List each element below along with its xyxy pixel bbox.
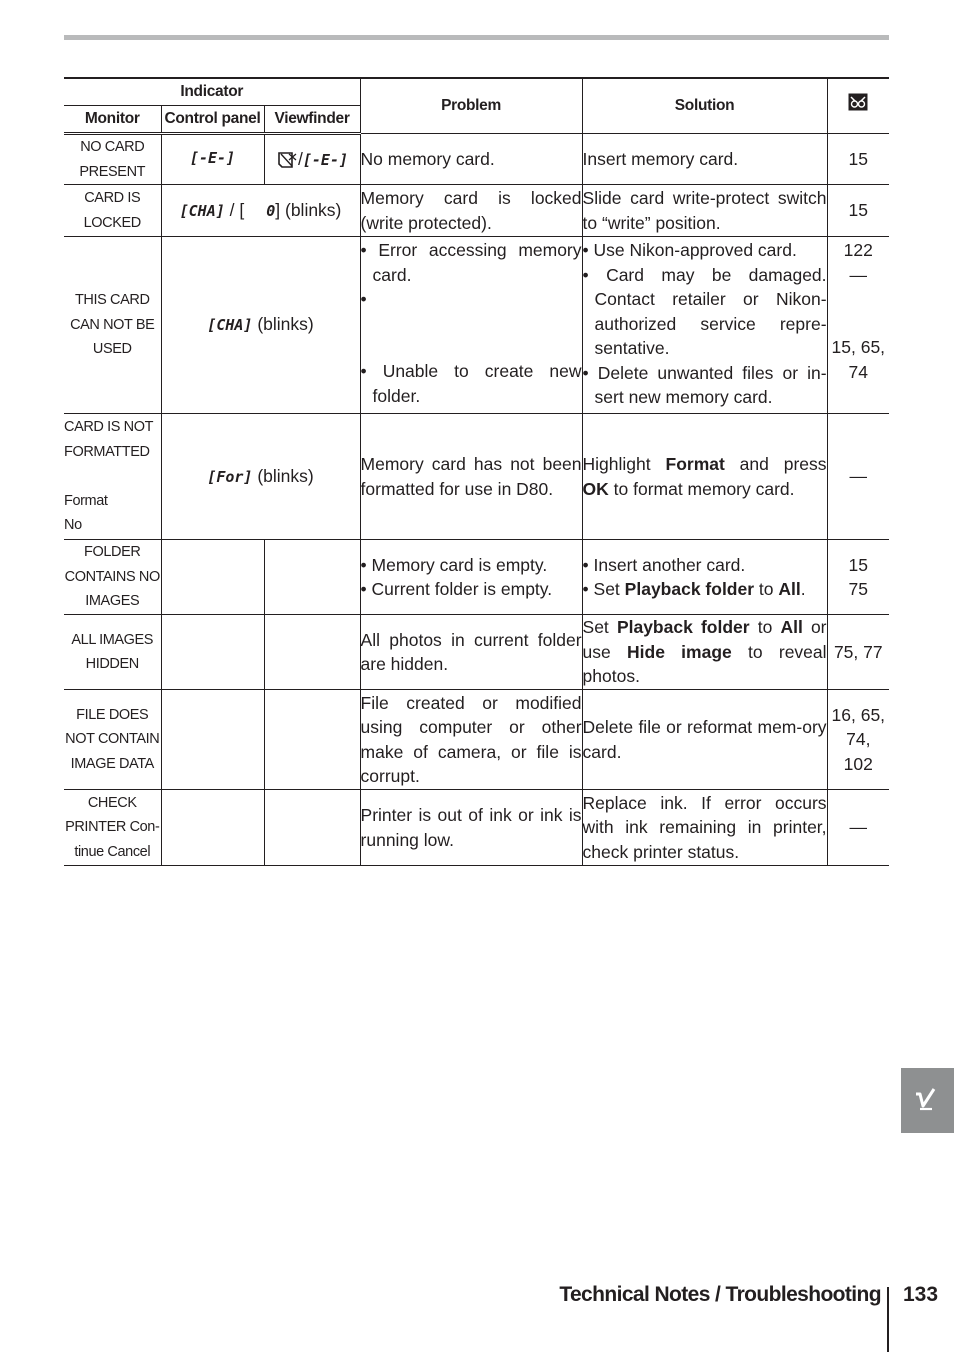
- solution-cell: [582, 237, 827, 414]
- table-row: [64, 237, 889, 414]
- problem-cell: All photos in current folder are hidden.: [360, 615, 582, 690]
- page-reference-header: [827, 78, 889, 134]
- problem-cell: [360, 540, 582, 615]
- page-cell: 15: [827, 134, 889, 185]
- monitor-message: CARD IS NOT FORMATTED Format No: [64, 414, 161, 540]
- monitor-message: ALL IMAGES HIDDEN: [64, 615, 161, 690]
- solution-cell: Replace ink. If error occurs with ink remaining in printer, check printer status.: [582, 790, 827, 866]
- ok-button-label: OK: [582, 478, 609, 499]
- indicator-cell: [For] (blinks): [161, 414, 360, 540]
- solution-cell: Slide card write-protect switch to “write” position.: [582, 185, 827, 237]
- technical-notes-pencil-icon: [914, 1087, 940, 1113]
- problem-cell: File created or modified using computer or other make of camera, or file is corrupt.: [360, 690, 582, 790]
- list-item: • Use Nikon-approved card.: [583, 238, 827, 263]
- list-item: • Insert another card.: [583, 553, 827, 578]
- page-cell: 122 — 15, 65, 74: [827, 237, 889, 414]
- top-rule: [64, 35, 889, 40]
- list-item: • Set Playback folder to All.: [583, 577, 827, 602]
- table-row: [64, 690, 889, 790]
- solution-cell: Set Playback folder to All or use Hide image to reveal photos.: [582, 615, 827, 690]
- section-side-tab: [901, 1068, 954, 1133]
- solution-cell: Delete file or reformat mem-ory card.: [582, 690, 827, 790]
- monitor-message: CARD IS LOCKED: [64, 185, 161, 237]
- solution-header: Solution: [582, 78, 827, 134]
- table-row: [64, 615, 889, 690]
- solution-cell: Highlight Format and press OK to format memory card.: [582, 414, 827, 540]
- table-row: [64, 790, 889, 866]
- indicator-cell: [CHA] (blinks): [161, 237, 360, 414]
- problem-cell: Printer is out of ink or ink is running low.: [360, 790, 582, 866]
- lcd-indicator: [-E-]: [302, 150, 349, 169]
- monitor-message: FILE DOES NOT CONTAIN IMAGE DATA: [64, 690, 161, 790]
- list-item: • Current folder is empty.: [361, 577, 582, 602]
- control-panel-empty: [161, 690, 264, 790]
- lcd-indicator: [For]: [207, 467, 253, 486]
- troubleshooting-table: [64, 77, 889, 866]
- lcd-indicator: [-E-]: [189, 149, 236, 167]
- page-cell: 15: [827, 185, 889, 237]
- page-reference-icon: [848, 93, 868, 111]
- monitor-message: THIS CARD CAN NOT BE USED: [64, 237, 161, 414]
- page-cell: —: [827, 790, 889, 866]
- list-item: • Error accessing memory card.: [361, 238, 582, 287]
- table-row: [64, 134, 889, 185]
- list-item: • Memory card is empty.: [361, 553, 582, 578]
- control-panel-empty: [161, 540, 264, 615]
- table-row: [64, 540, 889, 615]
- monitor-message: FOLDER CONTAINS NO IMAGES: [64, 540, 161, 615]
- table-row: [64, 185, 889, 237]
- problem-cell: No memory card.: [360, 134, 582, 185]
- lcd-indicator: [CHA]: [207, 316, 253, 335]
- section-title: Technical Notes / Troubleshooting: [559, 1283, 881, 1306]
- header-row-top: [64, 78, 889, 106]
- monitor-message: CHECK PRINTER Con- tinue Cancel: [64, 790, 161, 866]
- solution-cell: Insert memory card.: [582, 134, 827, 185]
- indicator-cell: [CHA] / [ 0] (blinks): [161, 185, 360, 237]
- footer-divider: [887, 1287, 889, 1352]
- problem-cell: Memory card is locked (write protected).: [360, 185, 582, 237]
- problem-header: Problem: [360, 78, 582, 134]
- viewfinder-empty: [264, 540, 360, 615]
- monitor-message: NO CARD PRESENT: [64, 134, 161, 185]
- viewfinder-indicator: /[-E-]: [264, 134, 360, 185]
- viewfinder-empty: [264, 615, 360, 690]
- problem-cell: Memory card has not been formatted for use in D80.: [360, 414, 582, 540]
- list-item: • Delete unwanted files or in-sert new memory card.: [583, 361, 827, 410]
- list-item: • Card may be damaged. Contact retailer or Nikon-authorized service repre-sentative.: [583, 263, 827, 361]
- lcd-indicator: [CHA]: [179, 201, 225, 220]
- viewfinder-header: Viewfinder: [264, 106, 360, 134]
- page-cell: —: [827, 414, 889, 540]
- lcd-indicator: 0: [266, 201, 276, 220]
- page-number: 133: [903, 1283, 939, 1306]
- page-cell: 15 75: [827, 540, 889, 615]
- list-item: • Unable to create new folder.: [361, 359, 582, 408]
- control-panel-header: Control panel: [161, 106, 264, 134]
- no-memory-card-icon: [276, 151, 298, 169]
- control-panel-indicator: [161, 134, 264, 185]
- solution-cell: [582, 540, 827, 615]
- monitor-header: Monitor: [64, 106, 161, 134]
- viewfinder-empty: [264, 790, 360, 866]
- control-panel-empty: [161, 790, 264, 866]
- page-cell: 16, 65, 74, 102: [827, 690, 889, 790]
- control-panel-empty: [161, 615, 264, 690]
- page-cell: 75, 77: [827, 615, 889, 690]
- indicator-header: Indicator: [64, 78, 360, 106]
- viewfinder-empty: [264, 690, 360, 790]
- problem-cell: [360, 237, 582, 414]
- table-row: [64, 414, 889, 540]
